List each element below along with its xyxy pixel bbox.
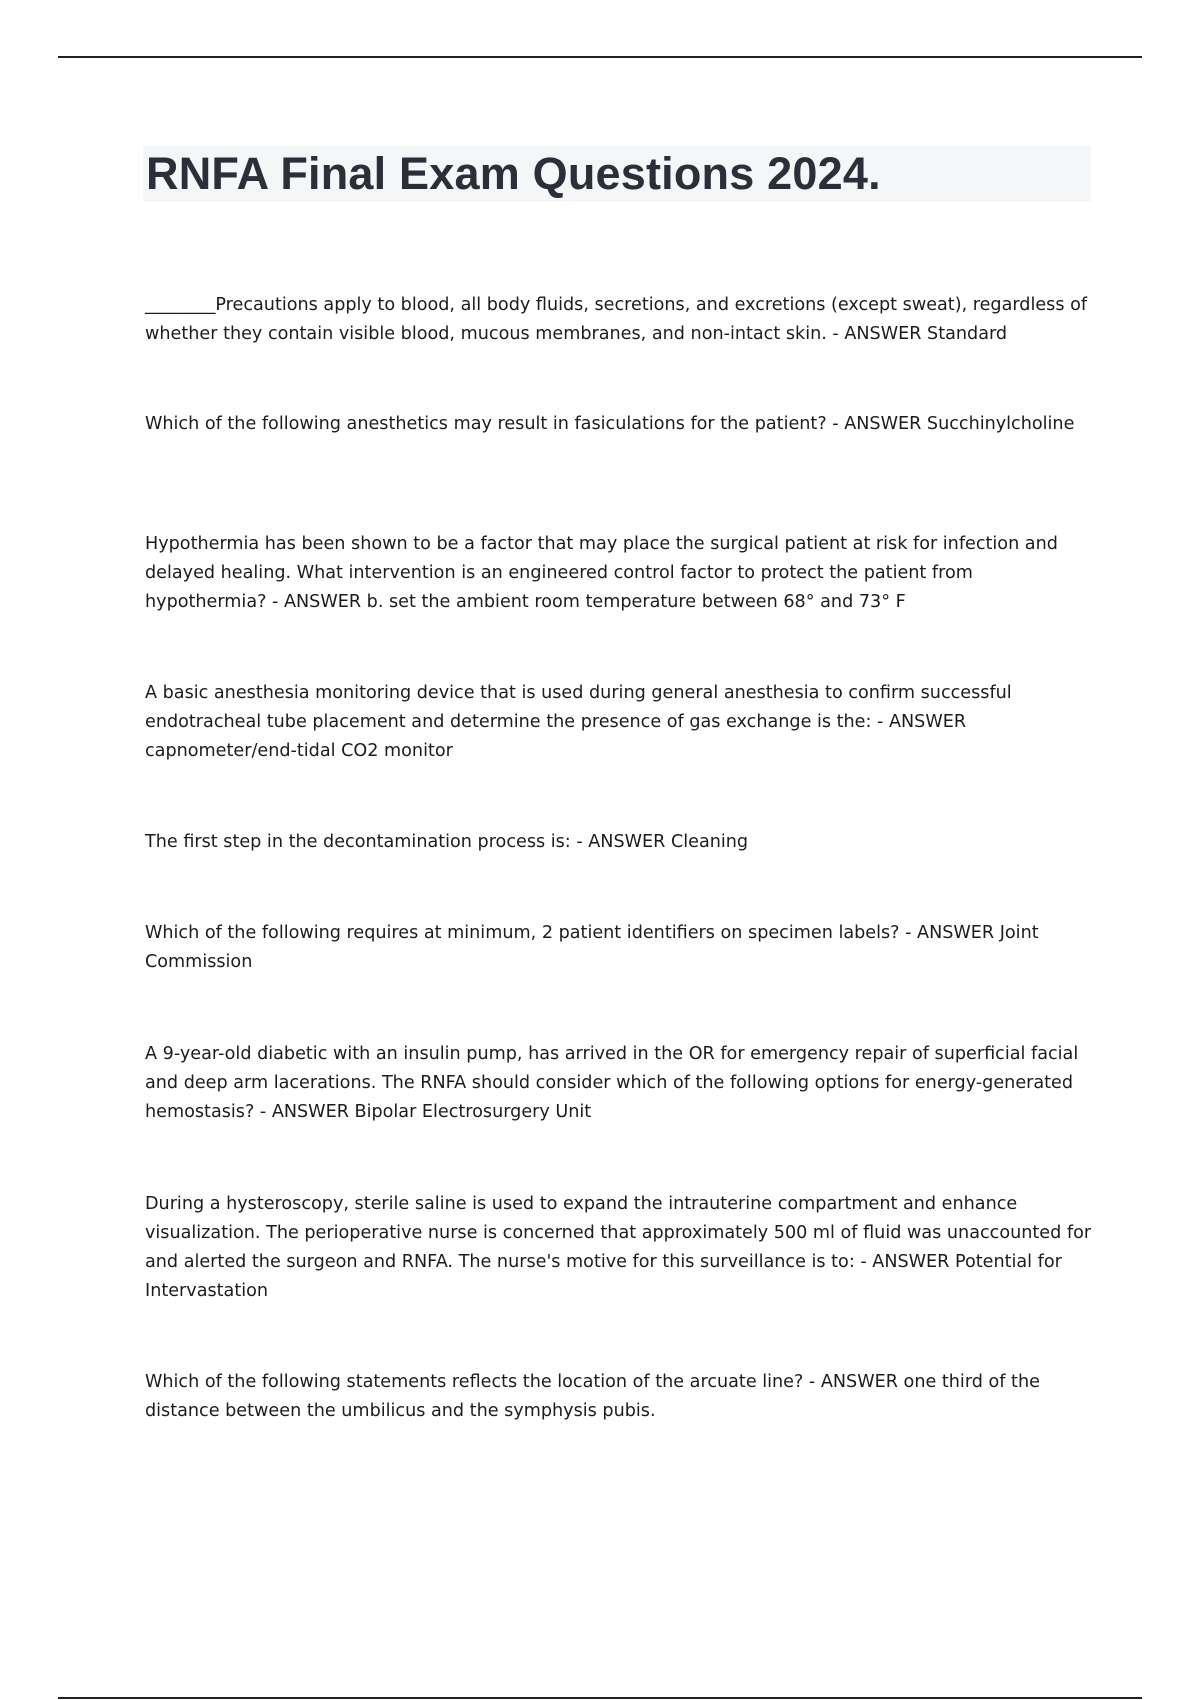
page-title: RNFA Final Exam Questions 2024. [146, 148, 881, 199]
qa-item-5: The first step in the decontamination process is: - ANSWER Cleaning [145, 832, 749, 852]
page-bottom-rule [58, 1697, 1142, 1699]
qa-item-2: Which of the following anesthetics may result in fasiculations for the patient? - ANSWER Succhinylcholine [145, 414, 1075, 434]
page-top-rule [58, 56, 1142, 58]
qa-item-9: Which of the following statements reflects the location of the arcuate line? - ANSWER one third of the distance between the umbilicus and the symphysis pubis. [145, 1372, 1040, 1421]
qa-item-8: During a hysteroscopy, sterile saline is used to expand the intrauterine compartment and enhance visualization. The perioperative nurse is concerned that approximately 500 ml of fluid was unaccounted for and alerted the surgeon and RNFA. The nurse's motive for this surveillance is to: - ANSWER Potential for Intervastation [145, 1194, 1092, 1301]
qa-item-7: A 9-year-old diabetic with an insulin pump, has arrived in the OR for emergency repair of superficial facial and deep arm lacerations. The RNFA should consider which of the following options for energy-generated hemostasis? - ANSWER Bipolar Electrosurgery Unit [145, 1044, 1079, 1122]
qa-item-4: A basic anesthesia monitoring device that is used during general anesthesia to confirm successful endotracheal tube placement and determine the presence of gas exchange is the: - ANSWER capnometer/end-tidal CO2 monitor [145, 683, 1012, 761]
qa-item-1: ________Precautions apply to blood, all body fluids, secretions, and excretions (except sweat), regardless of whether they contain visible blood, mucous membranes, and non-intact skin. - ANSWER Standard [145, 295, 1088, 344]
qa-item-6: Which of the following requires at minimum, 2 patient identifiers on specimen labels? - ANSWER Joint Commission [145, 923, 1039, 972]
qa-item-3: Hypothermia has been shown to be a factor that may place the surgical patient at risk for infection and delayed healing. What intervention is an engineered control factor to protect the patient from hypothermia? - ANSWER b. set the ambient room temperature between 68° and 73° F [145, 534, 1058, 612]
